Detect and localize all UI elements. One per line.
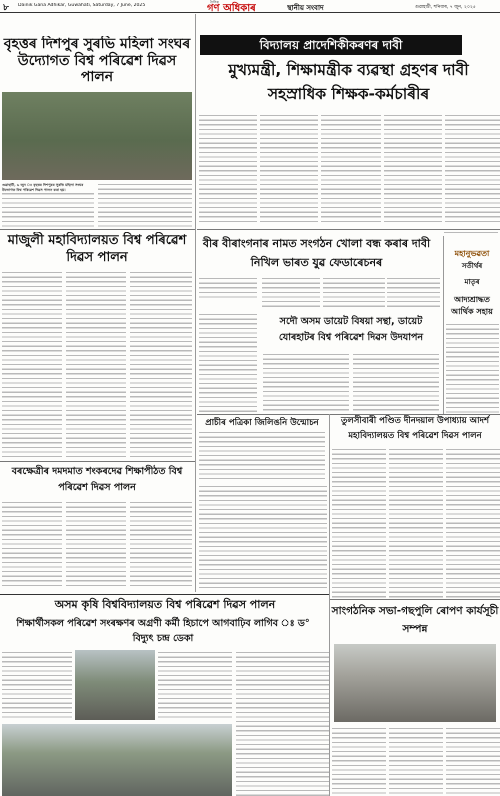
sub-mahanuvata: মাতৃৰ bbox=[464, 278, 480, 286]
text-sado-col1 bbox=[263, 352, 349, 416]
headline-sado: সদৌ অসম ডায়েট বিষয়া সন্থা, ডায়েট যোৰহাটৰ বিশ্ব পৰিৱেশ দিৱস উদযাপন bbox=[278, 316, 424, 343]
text-borkhetri-col3 bbox=[130, 500, 192, 588]
text-majuli-col1 bbox=[2, 270, 62, 460]
headline-borkhetri: বৰক্ষেত্ৰীৰ দমদমাত শংকৰদেৱ শিক্ষাপীঠত বিশ্ব পৰিৱেশ দিৱস পালন bbox=[11, 466, 183, 493]
text-main-col3 bbox=[321, 113, 381, 223]
text-sado-col2 bbox=[353, 352, 439, 416]
text-bir-col4 bbox=[387, 276, 440, 310]
masthead-logo: গণ অধিকাৰ bbox=[207, 3, 256, 13]
headline-aau: অসম কৃষি বিশ্ববিদ্যালয়ত বিশ্ব পৰিৱেশ দিৱস পালন bbox=[0, 594, 330, 613]
divider-v1 bbox=[195, 14, 196, 592]
text-aau-col1 bbox=[2, 650, 72, 720]
text-bir-col1 bbox=[199, 276, 257, 300]
text-center-lower bbox=[199, 484, 327, 588]
text-sangathan-col1 bbox=[332, 726, 386, 796]
article-tulsibari bbox=[330, 414, 500, 599]
text-borkhetri-col2 bbox=[66, 500, 126, 588]
article-borkhetri bbox=[0, 462, 194, 592]
text-aau-col3 bbox=[236, 650, 330, 796]
text-sangathan-col2 bbox=[389, 726, 443, 796]
article-dishpur bbox=[0, 14, 194, 229]
text-main-col5 bbox=[445, 113, 500, 223]
photo-sangathan bbox=[334, 644, 496, 722]
text-majuli-col2 bbox=[66, 270, 126, 460]
headline-prachin: প্ৰাচীৰ পত্ৰিকা জিলিঙনি উন্মোচন bbox=[205, 418, 319, 428]
name-mahanuvata: সতীৰ্থৰ bbox=[461, 262, 483, 270]
divider-h3 bbox=[0, 461, 195, 462]
photo-aau-1 bbox=[75, 650, 155, 720]
text-right-top bbox=[444, 230, 498, 236]
text-main-col2 bbox=[260, 113, 318, 223]
headline-majuli: মাজুলী মহাবিদ্যালয়ত বিশ্ব পৰিৱেশ দিৱস পালন bbox=[7, 233, 187, 265]
photo-dishpur bbox=[2, 92, 192, 180]
text-mahanuvata bbox=[446, 322, 499, 414]
text-tulsibari-col2 bbox=[389, 447, 443, 599]
headline-bir: বীৰ বীৰাংগনাৰ নামত সংগঠন খোলা বন্ধ কৰাৰ দাবী নিখিল ভাৰত যুৱ ফেডাৰেচনৰ bbox=[202, 237, 431, 269]
article-sangathan bbox=[330, 600, 500, 796]
article-aau bbox=[0, 592, 330, 796]
text-bir-col3 bbox=[323, 276, 385, 310]
article-mahanuvata bbox=[443, 236, 500, 414]
headline-tulsibari: তুলসীবাৰী পণ্ডিত দীনদয়াল উপাধ্যায় আদৰ্শ মহাবিদ্যালয়ত বিশ্ব পৰিৱেশ দিৱস পালন bbox=[340, 416, 489, 441]
caption-dishpur: গুৱাহাটী, ৬ জুন ঃ বৃহত্তৰ দিশপুৰৰ সুৰভি মহিলা সংঘৰ উদ্যোগত বিশ্ব পৰিৱেশ দিৱস পালন কৰা হয়। bbox=[2, 183, 94, 193]
text-bir-col2 bbox=[262, 276, 320, 310]
headline-main: মুখ্যমন্ত্ৰী, শিক্ষামন্ত্ৰীক ব্যৱস্থা গ্ৰহণৰ দাবী সহস্ৰাধিক শিক্ষক-কৰ্মচাৰীৰ bbox=[228, 61, 469, 103]
text-sangathan-col3 bbox=[446, 726, 500, 796]
text-main-col4 bbox=[384, 113, 442, 223]
article-majuli bbox=[0, 230, 194, 462]
kicker-main: বিদ্যালয় প্ৰাদেশিকীকৰণৰ দাবী bbox=[200, 35, 462, 55]
headline-sangathan: সাংগঠনিক সভা-গছপুলি ৰোপণ কাৰ্যসূচী সম্পন্ন bbox=[331, 605, 499, 635]
section-label: স্থানীয় সংবাদ bbox=[287, 4, 324, 12]
text-main-col1 bbox=[199, 113, 257, 223]
text-tulsibari-col1 bbox=[332, 447, 386, 599]
divider-v2 bbox=[329, 414, 330, 796]
date-right: গুৱাহাটী, শনিবাৰ, ৭ জুন, ২০২৫ bbox=[415, 5, 476, 10]
text-tulsibari-col3 bbox=[446, 447, 500, 599]
paper-dateline: Dainik Gana Adhikar, Guwahati, Saturday, 7 June, 2025 bbox=[18, 3, 146, 8]
subheadline-aau: শিক্ষাৰ্থীসকল পৰিৱেশ সংৰক্ষণৰ অগ্ৰণী কৰ্মী হিচাপে আগবাঢ়িব লাগিব ঃ ড° বিদ্যুৎ চন্দ্ৰ ডেকা bbox=[16, 618, 310, 644]
divider-h1 bbox=[197, 229, 500, 230]
text-prachin bbox=[199, 430, 325, 482]
masthead-small: দৈনিক bbox=[210, 0, 219, 4]
text-aau-col2 bbox=[158, 650, 232, 720]
page-number: ৮ bbox=[3, 3, 9, 13]
text-borkhetri-col1 bbox=[2, 500, 62, 588]
label-mahanuvata: মহানুভৱতা bbox=[454, 249, 490, 258]
article-main bbox=[197, 14, 500, 236]
divider-h5 bbox=[330, 599, 500, 600]
divider-h4 bbox=[197, 414, 500, 415]
article-sado bbox=[261, 312, 441, 416]
photo-aau-2 bbox=[2, 724, 232, 796]
divider-h2 bbox=[0, 229, 195, 230]
headline-dishpur: বৃহত্তৰ দিশপুৰ সুৰভি মহিলা সংঘৰ উদ্যোগত বিশ্ব পৰিৱেশ দিৱস পালন bbox=[3, 36, 191, 85]
article-prachin bbox=[197, 416, 327, 483]
text-majuli-col3 bbox=[130, 270, 192, 460]
text-dishpur-col2 bbox=[98, 182, 192, 228]
headline-mahanuvata: আদ্যশ্ৰাদ্ধত আৰ্থিক সহায় bbox=[451, 295, 493, 316]
text-bir-cont bbox=[199, 312, 257, 412]
header-bar bbox=[0, 0, 500, 13]
